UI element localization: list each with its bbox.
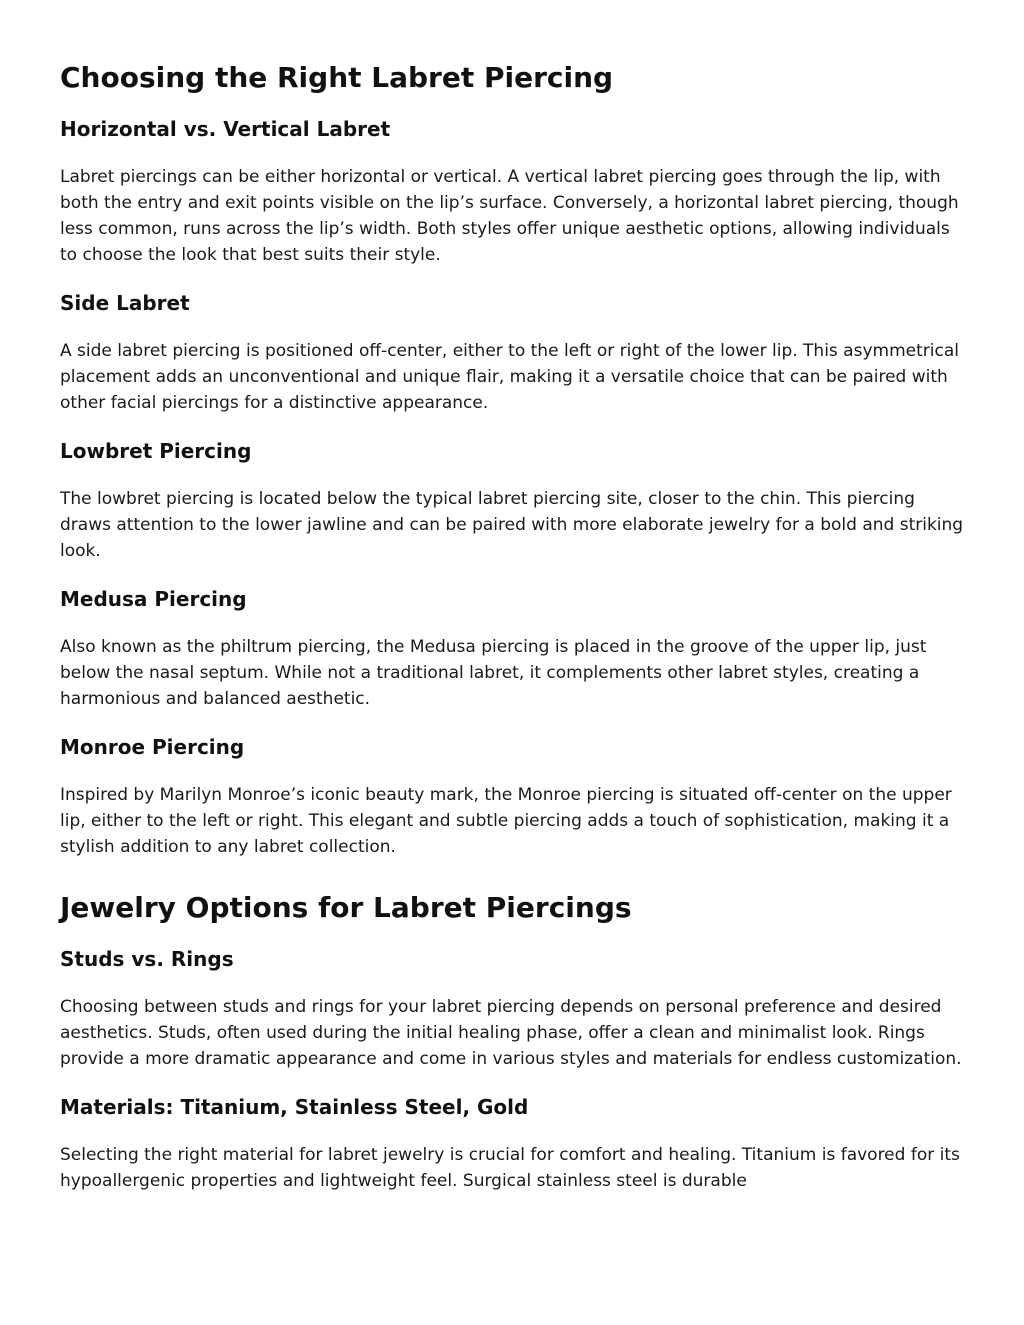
paragraph-studs-vs-rings: Choosing between studs and rings for your labret piercing depends on personal preference and desired aesthetics. Studs, often used during the initial healing phase, offer a clean and minimalist look. Rings provide a more dramatic appearance and come in various styles and materials for endless customization. bbox=[60, 997, 962, 1069]
heading-studs-vs-rings: Studs vs. Rings bbox=[60, 947, 234, 971]
paragraph-monroe: Inspired by Marilyn Monroe’s iconic beauty mark, the Monroe piercing is situated off-center on the upper lip, either to the left or right. This elegant and subtle piercing adds a touch of sophistication, making it a stylish addition to any labret collection. bbox=[60, 785, 952, 857]
heading-medusa: Medusa Piercing bbox=[60, 587, 247, 611]
paragraph-horizontal-vs-vertical: Labret piercings can be either horizontal or vertical. A vertical labret piercing goes through the lip, with both the entry and exit points visible on the lip’s surface. Conversely, a horizontal labret piercing, though less common, runs across the lip’s width. Both styles offer unique aesthetic options, allowing individuals to choose the look that best suits their style. bbox=[60, 167, 959, 265]
section-title-jewelry-options: Jewelry Options for Labret Piercings bbox=[60, 891, 632, 924]
heading-horizontal-vs-vertical: Horizontal vs. Vertical Labret bbox=[60, 117, 391, 141]
heading-side-labret: Side Labret bbox=[60, 291, 190, 315]
paragraph-side-labret: A side labret piercing is positioned off-center, either to the left or right of the lower lip. This asymmetrical placement adds an unconventional and unique flair, making it a versatile choice that can be paired with other facial piercings for a distinctive appearance. bbox=[60, 341, 959, 413]
paragraph-medusa: Also known as the philtrum piercing, the Medusa piercing is placed in the groove of the upper lip, just below the nasal septum. While not a traditional labret, it complements other labret styles, creating a harmonious and balanced aesthetic. bbox=[60, 637, 927, 709]
heading-materials: Materials: Titanium, Stainless Steel, Gold bbox=[60, 1095, 529, 1119]
section-title-choosing-labret: Choosing the Right Labret Piercing bbox=[60, 61, 614, 94]
heading-monroe: Monroe Piercing bbox=[60, 735, 245, 759]
heading-lowbret: Lowbret Piercing bbox=[60, 439, 252, 463]
paragraph-materials: Selecting the right material for labret jewelry is crucial for comfort and healing. Titanium is favored for its hypoallergenic properties and lightweight feel. Surgical stainless steel is durable bbox=[60, 1145, 960, 1191]
paragraph-lowbret: The lowbret piercing is located below the typical labret piercing site, closer to the chin. This piercing draws attention to the lower jawline and can be paired with more elaborate jewelry for a bold and striking look. bbox=[60, 489, 964, 561]
